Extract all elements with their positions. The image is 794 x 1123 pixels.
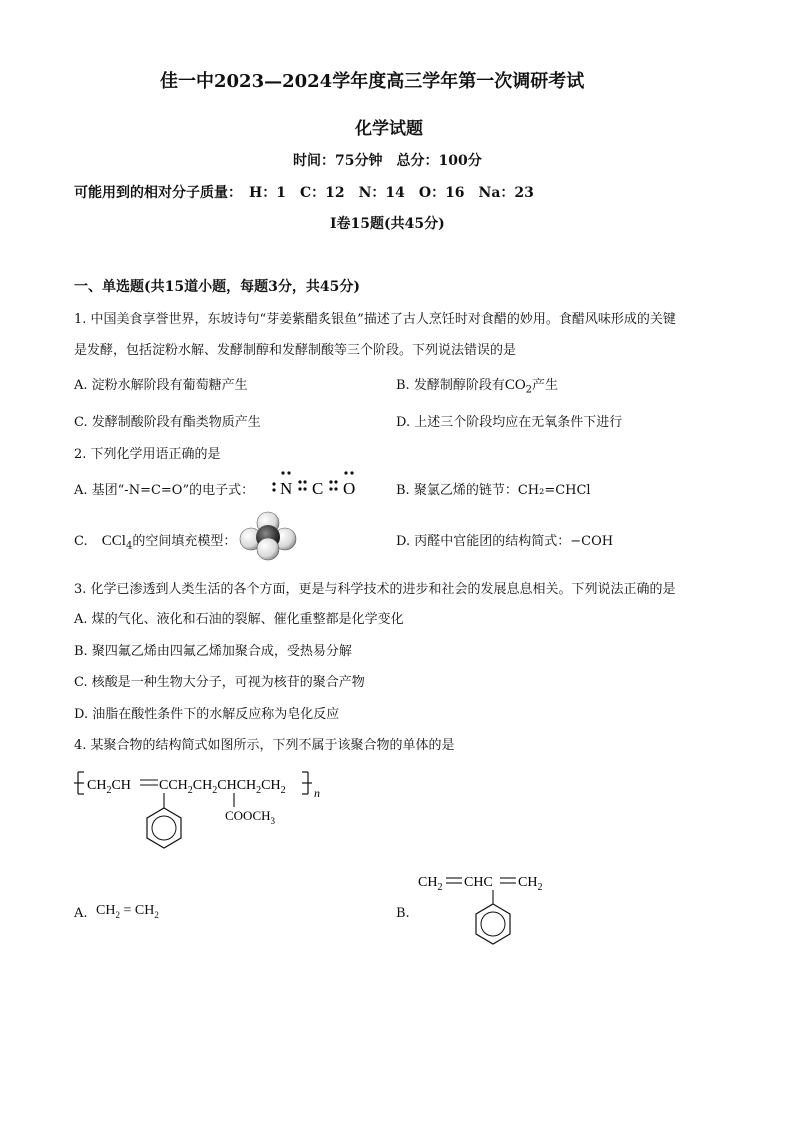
svg-text:CHC	[464, 875, 493, 890]
poly-seg4: CH	[192, 778, 213, 793]
electron-dot-structure	[270, 470, 366, 504]
poly-seg1: CH	[87, 778, 107, 793]
ccl4-formula: CCl	[101, 533, 126, 549]
q3-option-c: C. 核酸是一种生物大分子，可视为核苷的聚合产物	[74, 675, 365, 690]
q1-stem-line2: 是发酵，包括淀粉水解、发酵制醇和发酵制酸等三个阶段。下列说法错误的是	[74, 343, 517, 358]
ethylene-p2: CH	[134, 903, 155, 918]
atomic-masses: 可能用到的相对分子质量： H：1 C：12 N：14 O：16 Na：23	[74, 185, 534, 201]
q1-stem-line1: 1. 中国美食享誉世界，东坡诗句“芽姜紫醋炙银鱼”描述了古人烹饪时对食醋的妙用。食醋风味形成的关键	[74, 312, 676, 327]
q3-option-a: A. 煤的气化、液化和石油的裂解、催化重整都是化学变化	[74, 612, 404, 627]
svg-text:COOCH3	[225, 808, 276, 826]
q1-option-b-suffix: 产生	[532, 378, 559, 393]
q2-option-c	[74, 530, 236, 552]
space-filling-model-image	[240, 512, 296, 560]
atom-n: N	[280, 479, 293, 498]
volume-heading: Ⅰ卷15题(共45分)	[330, 216, 445, 232]
svg-text:CCH2CH2CHCH2CH2	[159, 778, 286, 796]
q3-option-d: D. 油脂在酸性条件下的水解反应称为皂化反应	[74, 707, 340, 722]
q2-option-a: A. 基团“-N=C=O”的电子式：	[74, 483, 255, 498]
q3-stem: 3. 化学已渗透到人类生活的各个方面，更是与科学技术的进步和社会的发展息息相关。下列说法正确的是	[74, 582, 676, 597]
q2-option-d: D. 丙醛中官能团的结构简式：−COH	[396, 534, 614, 549]
ester-group: COOCH	[225, 808, 271, 823]
q2-stem: 2. 下列化学用语正确的是	[74, 447, 221, 462]
q4-stem: 4. 某聚合物的结构简式如图所示，下列不属于该聚合物的单体的是	[74, 738, 455, 753]
b-p1: CH	[418, 875, 438, 890]
co2-formula: CO	[504, 377, 526, 393]
b-p3: CH	[518, 875, 538, 890]
poly-seg3: CCH	[159, 778, 188, 793]
phenylbutadiene-structure	[416, 868, 556, 958]
atom-c: C	[312, 479, 324, 498]
polymer-n: n	[314, 786, 320, 800]
q4-option-a-formula	[96, 903, 159, 920]
q4-option-b-label: B.	[396, 906, 410, 921]
svg-text:CH2	[418, 875, 442, 893]
exam-title: 佳一中2023—2024学年度高三学年第一次调研考试	[160, 71, 585, 92]
atom-o: O	[343, 479, 356, 498]
poly-seg5: CHCH	[217, 778, 257, 793]
ethylene-eq: =	[119, 903, 135, 918]
subject-title: 化学试题	[355, 119, 423, 139]
b-mid: CHC	[464, 875, 493, 890]
q2-option-c-label: C.	[74, 534, 88, 549]
poly-sub1: 2	[106, 785, 112, 796]
q4-option-a-label: A.	[74, 906, 88, 921]
poly-sub2: 2	[187, 785, 193, 796]
ccl4-subscript: 4	[125, 540, 133, 552]
q2-option-b: B. 聚氯乙烯的链节：CH₂=CHCl	[396, 483, 591, 498]
poly-sub4: 2	[256, 785, 262, 796]
q1-option-b	[396, 374, 558, 396]
ethylene-s2: 2	[154, 909, 159, 920]
time-score: 时间：75分钟 总分：100分	[293, 153, 482, 169]
svg-text:CH2CH	[87, 778, 131, 796]
poly-sub3: 2	[212, 785, 218, 796]
q2-option-c-suffix: 的空间填充模型：	[132, 534, 237, 549]
poly-sub5: 2	[280, 785, 286, 796]
q1-option-b-prefix: B. 发酵制醇阶段有	[396, 378, 505, 393]
b-s1: 2	[437, 882, 443, 893]
polymer-structure	[74, 762, 344, 862]
poly-seg2: CH	[111, 778, 131, 793]
co2-subscript: 2	[525, 384, 533, 396]
q1-option-a: A. 淀粉水解阶段有葡萄糖产生	[74, 378, 248, 393]
ester-sub: 3	[270, 816, 276, 826]
q3-option-b: B. 聚四氟乙烯由四氟乙烯加聚合成，受热易分解	[74, 644, 352, 659]
q1-option-d: D. 上述三个阶段均应在无氧条件下进行	[396, 415, 623, 430]
ethylene-s1: 2	[115, 909, 120, 920]
b-s3: 2	[537, 882, 543, 893]
svg-text:CH2	[518, 875, 542, 893]
q1-option-c: C. 发酵制酸阶段有酯类物质产生	[74, 415, 261, 430]
poly-seg6: CH	[261, 778, 281, 793]
section-heading: 一、单选题(共15道小题，每题3分，共45分)	[74, 279, 360, 295]
ethylene-p1: CH	[96, 903, 116, 918]
